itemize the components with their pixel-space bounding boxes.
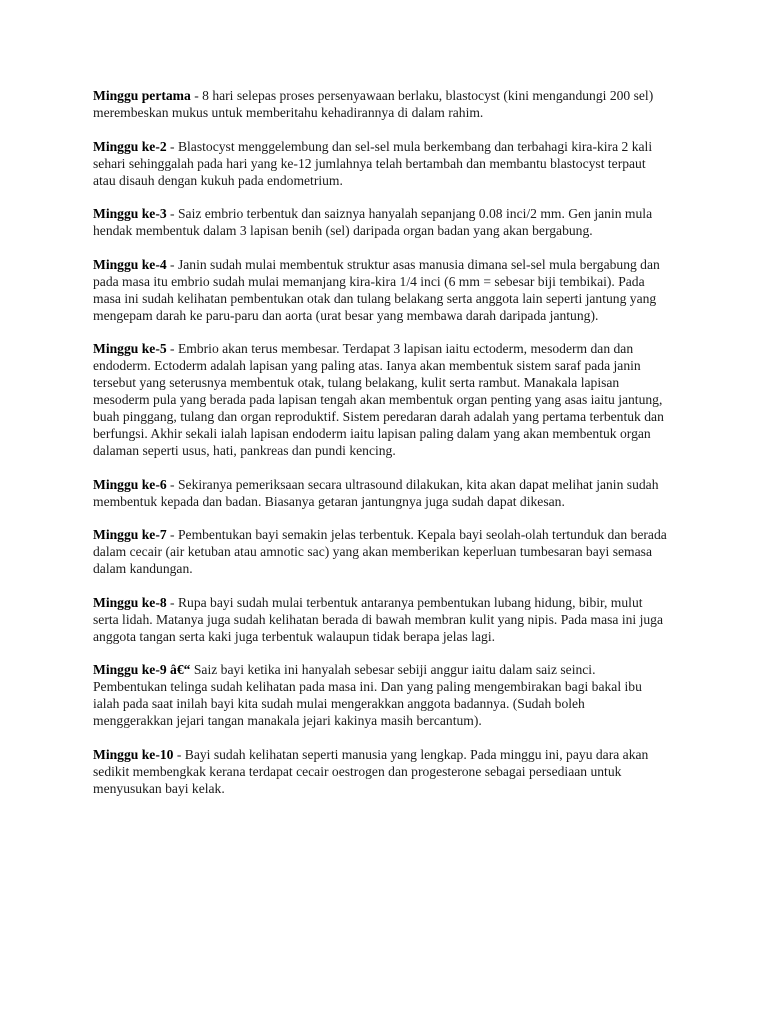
paragraph-heading: Minggu ke-3	[93, 206, 167, 221]
paragraph-heading: Minggu ke-2	[93, 138, 167, 154]
paragraph-week-6	[93, 476, 668, 510]
paragraph-heading: Minggu pertama	[93, 88, 191, 103]
paragraph-heading: Minggu ke-9 â€“	[93, 662, 191, 677]
paragraph-text: Embrio akan terus membesar. Terdapat 3 lapisan iaitu ectoderm, mesoderm dan dan endoderm. Ectoderm adalah lapisan yang paling atas. Ianya akan membentuk sistem saraf pada janin tersebut yang seterusnya membentuk otak, tulang belakang, kulit serta rambut. Manakala lapisan mesoderm pula yang berada pada lapisan tengah akan membentuk organ penting yang asas iaitu jantung, buah pinggang, tulang dan organ reproduktif. Sistem peredaran darah adalah yang pertama terbentuk dan berfungsi. Akhir sekali ialah lapisan endoderm iaitu lapisan paling dalam yang akan membentuk organ dalaman seperti usus, hati, pankreas dan pundi kencing.	[93, 341, 664, 458]
paragraph-text: 8 hari selepas proses persenyawaan berlaku, blastocyst (kini mengandungi 200 sel) merembeskan mukus untuk memberitahu kehadirannya di dalam rahim.	[93, 88, 654, 120]
paragraph-text: Pembentukan bayi semakin jelas terbentuk. Kepala bayi seolah-olah tertunduk dan berada dalam cecair (air ketuban atau amnotic sac) yang akan memberikan keperluan tumbesaran bayi semasa dalam kandungan.	[93, 527, 667, 576]
paragraph-text: Bayi sudah kelihatan seperti manusia yang lengkap. Pada minggu ini, payu dara akan sedikit membengkak kerana terdapat cecair oestrogen dan progesterone sebagai persediaan untuk menyusukan bayi kelak.	[93, 746, 649, 796]
document-body	[93, 87, 668, 813]
paragraph-week-2	[93, 138, 668, 189]
paragraph-heading: Minggu ke-5	[93, 341, 167, 356]
paragraph-separator: -	[166, 527, 178, 542]
paragraph-text: Saiz bayi ketika ini hanyalah sebesar sebiji anggur iaitu dalam saiz seinci. Pembentukan telinga sudah kelihatan pada masa ini. Dan yang paling mengembirakan bagi bakal ibu ialah pada saat inilah bayi kita sudah mulai mengerakkan anggota badannya. (Sudah boleh menggerakkan jejari tangan manakala jejari kakinya masih bercantum).	[93, 662, 642, 728]
paragraph-week-4	[93, 256, 668, 324]
paragraph-separator: -	[166, 256, 178, 272]
paragraph-text: Sekiranya pemeriksaan secara ultrasound dilakukan, kita akan dapat melihat janin sudah membentuk kepada dan badan. Biasanya getaran jantungnya juga sudah dapat dikesan.	[93, 476, 659, 509]
paragraph-heading: Minggu ke-6	[93, 476, 167, 492]
paragraph-separator: -	[166, 341, 178, 356]
paragraph-separator: -	[190, 88, 203, 103]
paragraph-heading: Minggu ke-7	[93, 527, 167, 542]
paragraph-heading: Minggu ke-10	[93, 746, 174, 762]
paragraph-text: Blastocyst menggelembung dan sel-sel mula berkembang dan terbahagi kira-kira 2 kali sehari sehinggalah pada hari yang ke-12 jumlahnya telah bertambah dan membantu blastocyst terpaut atau disauh dengan kukuh pada endometrium.	[93, 138, 653, 188]
paragraph-separator: -	[166, 476, 178, 492]
paragraph-separator: -	[166, 594, 178, 610]
paragraph-week-7	[93, 526, 668, 577]
paragraph-week-3	[93, 205, 668, 239]
paragraph-week-1	[93, 87, 668, 121]
paragraph-week-10	[93, 746, 668, 797]
paragraph-text: Janin sudah mulai membentuk struktur asas manusia dimana sel-sel mula bergabung dan pada masa itu embrio sudah mulai memanjang kira-kira 1/4 inci (6 mm = sebesar biji tembikai). Pada masa ini sudah kelihatan pembentukan otak dan tulang belakang serta anggota lain seperti jantung yang mengepam darah ke paru-paru dan aorta (urat besar yang membawa darah daripada jantung).	[93, 256, 660, 323]
paragraph-heading: Minggu ke-4	[93, 256, 167, 272]
paragraph-week-8	[93, 594, 668, 645]
paragraph-text: Rupa bayi sudah mulai terbentuk antaranya pembentukan lubang hidung, bibir, mulut serta lidah. Matanya juga sudah kelihatan berada di bawah membran kulit yang nipis. Pada masa ini juga anggota tangan serta kaki juga terbentuk walaupun tidak berapa jelas lagi.	[93, 594, 664, 644]
paragraph-text: Saiz embrio terbentuk dan saiznya hanyalah sepanjang 0.08 inci/2 mm. Gen janin mula hendak membentuk dalam 3 lapisan benih (sel) daripada organ badan yang akan bergabung.	[93, 206, 653, 238]
paragraph-week-9	[93, 661, 668, 729]
paragraph-separator: -	[166, 206, 178, 221]
paragraph-separator: -	[173, 746, 185, 762]
paragraph-separator: -	[166, 138, 178, 154]
paragraph-heading: Minggu ke-8	[93, 594, 167, 610]
paragraph-week-5	[93, 340, 668, 459]
